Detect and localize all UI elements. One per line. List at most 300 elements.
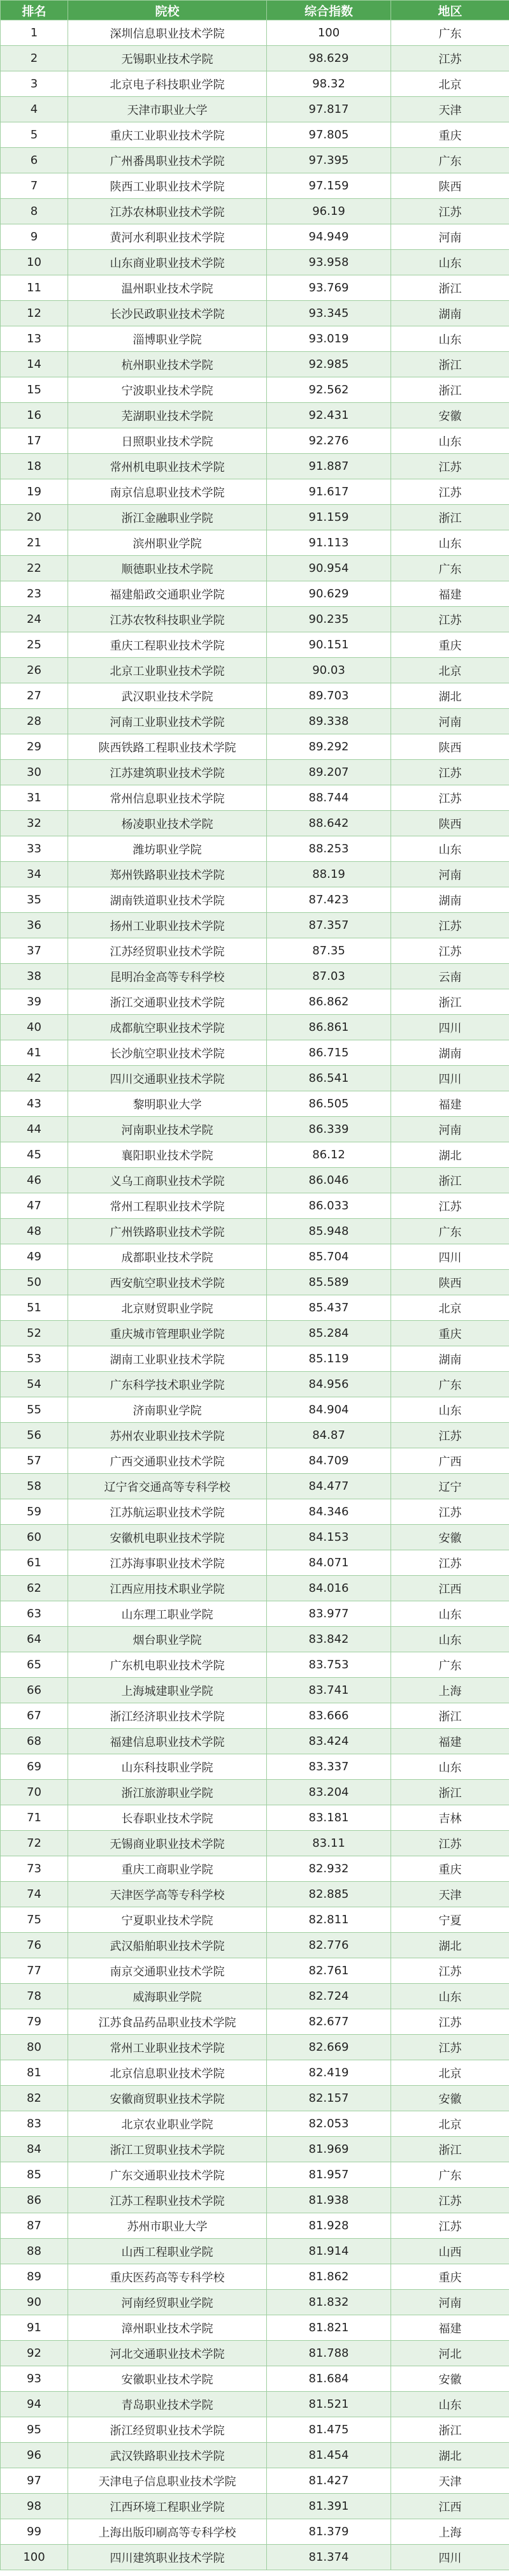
score-cell: 81.969 bbox=[267, 2137, 391, 2162]
table-row bbox=[1, 709, 509, 734]
score-cell: 87.423 bbox=[267, 887, 391, 913]
rank-cell: 70 bbox=[1, 1780, 68, 1805]
score-cell: 84.477 bbox=[267, 1474, 391, 1499]
rank-cell: 10 bbox=[1, 250, 68, 275]
rank-cell: 81 bbox=[1, 2060, 68, 2086]
score-cell: 91.113 bbox=[267, 530, 391, 556]
school-cell: 湖南铁道职业技术学院 bbox=[68, 887, 267, 913]
table-row bbox=[1, 2162, 509, 2188]
rank-cell: 2 bbox=[1, 46, 68, 71]
score-cell: 86.862 bbox=[267, 989, 391, 1015]
score-cell: 81.684 bbox=[267, 2366, 391, 2392]
school-cell: 四川建筑职业技术学院 bbox=[68, 2545, 267, 2570]
table-row bbox=[1, 301, 509, 326]
table-row bbox=[1, 403, 509, 428]
score-cell: 85.119 bbox=[267, 1346, 391, 1372]
school-cell: 广东机电职业技术学院 bbox=[68, 1652, 267, 1678]
region-cell: 天津 bbox=[391, 1882, 509, 1907]
region-cell: 陕西 bbox=[391, 173, 509, 199]
rank-cell: 76 bbox=[1, 1933, 68, 1958]
school-cell: 西安航空职业技术学院 bbox=[68, 1270, 267, 1295]
rank-cell: 16 bbox=[1, 403, 68, 428]
score-cell: 87.03 bbox=[267, 964, 391, 989]
region-cell: 江苏 bbox=[391, 1193, 509, 1219]
rank-cell: 79 bbox=[1, 2009, 68, 2035]
score-cell: 86.861 bbox=[267, 1015, 391, 1040]
school-cell: 上海出版印刷高等专科学校 bbox=[68, 2519, 267, 2545]
region-cell: 山东 bbox=[391, 836, 509, 862]
score-cell: 84.153 bbox=[267, 1525, 391, 1550]
rank-cell: 60 bbox=[1, 1525, 68, 1550]
score-cell: 90.03 bbox=[267, 658, 391, 683]
table-row bbox=[1, 1168, 509, 1193]
rank-cell: 72 bbox=[1, 1831, 68, 1856]
region-cell: 广东 bbox=[391, 20, 509, 46]
score-cell: 84.709 bbox=[267, 1448, 391, 1474]
rank-cell: 87 bbox=[1, 2213, 68, 2239]
score-cell: 82.677 bbox=[267, 2009, 391, 2035]
score-cell: 82.885 bbox=[267, 1882, 391, 1907]
rank-cell: 51 bbox=[1, 1295, 68, 1321]
table-row bbox=[1, 250, 509, 275]
school-cell: 长春职业技术学院 bbox=[68, 1805, 267, 1831]
region-cell: 浙江 bbox=[391, 1780, 509, 1805]
school-cell: 武汉船舶职业技术学院 bbox=[68, 1933, 267, 1958]
table-row bbox=[1, 734, 509, 760]
rank-cell: 25 bbox=[1, 632, 68, 658]
score-cell: 82.761 bbox=[267, 1958, 391, 1984]
score-cell: 98.32 bbox=[267, 71, 391, 97]
school-cell: 顺德职业技术学院 bbox=[68, 556, 267, 581]
region-cell: 四川 bbox=[391, 1244, 509, 1270]
school-cell: 南京交通职业技术学院 bbox=[68, 1958, 267, 1984]
school-cell: 温州职业技术学院 bbox=[68, 275, 267, 301]
region-cell: 江苏 bbox=[391, 760, 509, 785]
table-row bbox=[1, 1907, 509, 1933]
table-row bbox=[1, 505, 509, 530]
score-cell: 85.704 bbox=[267, 1244, 391, 1270]
school-cell: 陕西铁路工程职业技术学院 bbox=[68, 734, 267, 760]
school-cell: 芜湖职业技术学院 bbox=[68, 403, 267, 428]
score-cell: 90.629 bbox=[267, 581, 391, 607]
table-row bbox=[1, 1066, 509, 1091]
table-row bbox=[1, 556, 509, 581]
school-cell: 郑州铁路职业技术学院 bbox=[68, 862, 267, 887]
school-cell: 潍坊职业学院 bbox=[68, 836, 267, 862]
region-cell: 山东 bbox=[391, 326, 509, 352]
score-cell: 81.832 bbox=[267, 2290, 391, 2315]
school-cell: 福建信息职业技术学院 bbox=[68, 1729, 267, 1754]
region-cell: 江苏 bbox=[391, 785, 509, 811]
score-cell: 84.87 bbox=[267, 1423, 391, 1448]
region-cell: 浙江 bbox=[391, 2417, 509, 2443]
table-row bbox=[1, 1882, 509, 1907]
rank-cell: 47 bbox=[1, 1193, 68, 1219]
table-row bbox=[1, 2417, 509, 2443]
table-row bbox=[1, 938, 509, 964]
table-row bbox=[1, 1295, 509, 1321]
region-cell: 山东 bbox=[391, 530, 509, 556]
rank-cell: 71 bbox=[1, 1805, 68, 1831]
score-cell: 90.151 bbox=[267, 632, 391, 658]
rank-cell: 37 bbox=[1, 938, 68, 964]
rank-cell: 52 bbox=[1, 1321, 68, 1346]
region-cell: 北京 bbox=[391, 2060, 509, 2086]
school-cell: 江苏农林职业技术学院 bbox=[68, 199, 267, 224]
region-cell: 陕西 bbox=[391, 734, 509, 760]
table-row bbox=[1, 454, 509, 479]
region-cell: 河南 bbox=[391, 1117, 509, 1142]
school-cell: 浙江旅游职业学院 bbox=[68, 1780, 267, 1805]
rank-cell: 22 bbox=[1, 556, 68, 581]
region-cell: 河北 bbox=[391, 2341, 509, 2366]
region-cell: 重庆 bbox=[391, 1321, 509, 1346]
school-cell: 常州机电职业技术学院 bbox=[68, 454, 267, 479]
table-row bbox=[1, 913, 509, 938]
region-cell: 湖北 bbox=[391, 683, 509, 709]
school-cell: 河南职业技术学院 bbox=[68, 1117, 267, 1142]
rank-cell: 98 bbox=[1, 2494, 68, 2519]
region-cell: 广东 bbox=[391, 2162, 509, 2188]
region-cell: 湖北 bbox=[391, 1142, 509, 1168]
school-cell: 浙江工贸职业技术学院 bbox=[68, 2137, 267, 2162]
table-row bbox=[1, 1321, 509, 1346]
table-row bbox=[1, 964, 509, 989]
score-cell: 88.253 bbox=[267, 836, 391, 862]
table-row bbox=[1, 1091, 509, 1117]
score-cell: 86.046 bbox=[267, 1168, 391, 1193]
score-cell: 97.395 bbox=[267, 148, 391, 173]
table-row bbox=[1, 173, 509, 199]
score-cell: 85.284 bbox=[267, 1321, 391, 1346]
region-cell: 上海 bbox=[391, 1678, 509, 1703]
school-cell: 北京农业职业学院 bbox=[68, 2111, 267, 2137]
rank-cell: 86 bbox=[1, 2188, 68, 2213]
region-cell: 湖南 bbox=[391, 887, 509, 913]
rank-cell: 49 bbox=[1, 1244, 68, 1270]
school-cell: 义乌工商职业技术学院 bbox=[68, 1168, 267, 1193]
school-cell: 辽宁省交通高等专科学校 bbox=[68, 1474, 267, 1499]
score-cell: 91.159 bbox=[267, 505, 391, 530]
rank-cell: 12 bbox=[1, 301, 68, 326]
rank-cell: 39 bbox=[1, 989, 68, 1015]
region-cell: 陕西 bbox=[391, 1270, 509, 1295]
region-cell: 江西 bbox=[391, 2494, 509, 2519]
school-cell: 青岛职业技术学院 bbox=[68, 2392, 267, 2417]
table-row bbox=[1, 71, 509, 97]
school-cell: 南京信息职业技术学院 bbox=[68, 479, 267, 505]
region-cell: 江苏 bbox=[391, 938, 509, 964]
region-cell: 浙江 bbox=[391, 505, 509, 530]
school-cell: 苏州市职业大学 bbox=[68, 2213, 267, 2239]
school-cell: 江西环境工程职业学院 bbox=[68, 2494, 267, 2519]
region-cell: 辽宁 bbox=[391, 1474, 509, 1499]
table-row bbox=[1, 862, 509, 887]
rank-cell: 26 bbox=[1, 658, 68, 683]
school-cell: 浙江经贸职业技术学院 bbox=[68, 2417, 267, 2443]
score-cell: 82.669 bbox=[267, 2035, 391, 2060]
table-row bbox=[1, 1346, 509, 1372]
table-row bbox=[1, 632, 509, 658]
table-row bbox=[1, 199, 509, 224]
score-cell: 84.346 bbox=[267, 1499, 391, 1525]
region-cell: 江苏 bbox=[391, 2035, 509, 2060]
table-row bbox=[1, 1933, 509, 1958]
score-cell: 83.424 bbox=[267, 1729, 391, 1754]
score-cell: 84.956 bbox=[267, 1372, 391, 1397]
region-cell: 山东 bbox=[391, 428, 509, 454]
table-row bbox=[1, 1550, 509, 1576]
school-cell: 山东理工职业学院 bbox=[68, 1601, 267, 1627]
score-cell: 91.887 bbox=[267, 454, 391, 479]
header-rank: 排名 bbox=[1, 1, 68, 20]
region-cell: 湖北 bbox=[391, 1933, 509, 1958]
score-cell: 90.954 bbox=[267, 556, 391, 581]
school-cell: 河北交通职业技术学院 bbox=[68, 2341, 267, 2366]
school-cell: 杭州职业技术学院 bbox=[68, 352, 267, 377]
table-row bbox=[1, 760, 509, 785]
table-row bbox=[1, 785, 509, 811]
rank-cell: 91 bbox=[1, 2315, 68, 2341]
score-cell: 81.379 bbox=[267, 2519, 391, 2545]
region-cell: 江西 bbox=[391, 1576, 509, 1601]
rank-cell: 95 bbox=[1, 2417, 68, 2443]
region-cell: 江苏 bbox=[391, 1958, 509, 1984]
header-school: 院校 bbox=[68, 1, 267, 20]
table-row bbox=[1, 2366, 509, 2392]
school-cell: 武汉职业技术学院 bbox=[68, 683, 267, 709]
region-cell: 北京 bbox=[391, 1295, 509, 1321]
region-cell: 江苏 bbox=[391, 46, 509, 71]
rank-cell: 82 bbox=[1, 2086, 68, 2111]
score-cell: 82.776 bbox=[267, 1933, 391, 1958]
rank-cell: 38 bbox=[1, 964, 68, 989]
score-cell: 97.817 bbox=[267, 97, 391, 122]
score-cell: 82.932 bbox=[267, 1856, 391, 1882]
score-cell: 97.159 bbox=[267, 173, 391, 199]
school-cell: 重庆工程职业技术学院 bbox=[68, 632, 267, 658]
rank-cell: 57 bbox=[1, 1448, 68, 1474]
rank-cell: 36 bbox=[1, 913, 68, 938]
region-cell: 广东 bbox=[391, 148, 509, 173]
score-cell: 83.204 bbox=[267, 1780, 391, 1805]
school-cell: 扬州工业职业技术学院 bbox=[68, 913, 267, 938]
rank-cell: 40 bbox=[1, 1015, 68, 1040]
rank-cell: 78 bbox=[1, 1984, 68, 2009]
school-cell: 安徽商贸职业技术学院 bbox=[68, 2086, 267, 2111]
table-row bbox=[1, 2494, 509, 2519]
region-cell: 重庆 bbox=[391, 632, 509, 658]
score-cell: 92.985 bbox=[267, 352, 391, 377]
table-row bbox=[1, 2035, 509, 2060]
table-row bbox=[1, 1219, 509, 1244]
school-cell: 广西交通职业技术学院 bbox=[68, 1448, 267, 1474]
rank-cell: 21 bbox=[1, 530, 68, 556]
region-cell: 福建 bbox=[391, 2315, 509, 2341]
table-row bbox=[1, 2264, 509, 2290]
region-cell: 江苏 bbox=[391, 2188, 509, 2213]
region-cell: 河南 bbox=[391, 2290, 509, 2315]
table-row bbox=[1, 836, 509, 862]
score-cell: 85.589 bbox=[267, 1270, 391, 1295]
rank-cell: 46 bbox=[1, 1168, 68, 1193]
region-cell: 宁夏 bbox=[391, 1907, 509, 1933]
school-cell: 宁波职业技术学院 bbox=[68, 377, 267, 403]
score-cell: 85.948 bbox=[267, 1219, 391, 1244]
score-cell: 89.207 bbox=[267, 760, 391, 785]
school-cell: 昆明冶金高等专科学校 bbox=[68, 964, 267, 989]
school-cell: 重庆工商职业学院 bbox=[68, 1856, 267, 1882]
school-cell: 河南经贸职业学院 bbox=[68, 2290, 267, 2315]
region-cell: 天津 bbox=[391, 2468, 509, 2494]
score-cell: 91.617 bbox=[267, 479, 391, 505]
region-cell: 重庆 bbox=[391, 1856, 509, 1882]
table-row bbox=[1, 2443, 509, 2468]
score-cell: 86.339 bbox=[267, 1117, 391, 1142]
school-cell: 河南工业职业技术学院 bbox=[68, 709, 267, 734]
region-cell: 重庆 bbox=[391, 2264, 509, 2290]
table-row bbox=[1, 1805, 509, 1831]
score-cell: 81.475 bbox=[267, 2417, 391, 2443]
rank-cell: 69 bbox=[1, 1754, 68, 1780]
school-cell: 北京工业职业技术学院 bbox=[68, 658, 267, 683]
table-row bbox=[1, 1423, 509, 1448]
rank-cell: 55 bbox=[1, 1397, 68, 1423]
table-row bbox=[1, 2545, 509, 2570]
rank-cell: 80 bbox=[1, 2035, 68, 2060]
score-cell: 81.938 bbox=[267, 2188, 391, 2213]
table-row bbox=[1, 1754, 509, 1780]
table-row bbox=[1, 1729, 509, 1754]
region-cell: 山东 bbox=[391, 1984, 509, 2009]
region-cell: 河南 bbox=[391, 709, 509, 734]
score-cell: 81.391 bbox=[267, 2494, 391, 2519]
rank-cell: 83 bbox=[1, 2111, 68, 2137]
region-cell: 浙江 bbox=[391, 1703, 509, 1729]
score-cell: 88.19 bbox=[267, 862, 391, 887]
school-cell: 山西工程职业学院 bbox=[68, 2239, 267, 2264]
region-cell: 江苏 bbox=[391, 1499, 509, 1525]
score-cell: 89.292 bbox=[267, 734, 391, 760]
score-cell: 90.235 bbox=[267, 607, 391, 632]
school-cell: 长沙民政职业技术学院 bbox=[68, 301, 267, 326]
region-cell: 四川 bbox=[391, 1015, 509, 1040]
region-cell: 江苏 bbox=[391, 913, 509, 938]
table-row bbox=[1, 1958, 509, 1984]
header-row bbox=[1, 1, 509, 20]
score-cell: 86.541 bbox=[267, 1066, 391, 1091]
table-row bbox=[1, 2086, 509, 2111]
table-row bbox=[1, 1652, 509, 1678]
rank-cell: 73 bbox=[1, 1856, 68, 1882]
rank-cell: 58 bbox=[1, 1474, 68, 1499]
school-cell: 滨州职业学院 bbox=[68, 530, 267, 556]
rank-cell: 23 bbox=[1, 581, 68, 607]
score-cell: 81.914 bbox=[267, 2239, 391, 2264]
table-row bbox=[1, 1372, 509, 1397]
school-cell: 天津市职业大学 bbox=[68, 97, 267, 122]
region-cell: 安徽 bbox=[391, 403, 509, 428]
school-cell: 四川交通职业技术学院 bbox=[68, 1066, 267, 1091]
school-cell: 江苏建筑职业技术学院 bbox=[68, 760, 267, 785]
rank-cell: 92 bbox=[1, 2341, 68, 2366]
school-cell: 威海职业学院 bbox=[68, 1984, 267, 2009]
score-cell: 81.862 bbox=[267, 2264, 391, 2290]
table-row bbox=[1, 1627, 509, 1652]
region-cell: 安徽 bbox=[391, 1525, 509, 1550]
table-row bbox=[1, 20, 509, 46]
table-row bbox=[1, 607, 509, 632]
score-cell: 88.744 bbox=[267, 785, 391, 811]
region-cell: 北京 bbox=[391, 2111, 509, 2137]
table-row bbox=[1, 479, 509, 505]
school-cell: 安徽职业技术学院 bbox=[68, 2366, 267, 2392]
region-cell: 福建 bbox=[391, 1729, 509, 1754]
table-row bbox=[1, 1576, 509, 1601]
region-cell: 江苏 bbox=[391, 2213, 509, 2239]
rank-cell: 75 bbox=[1, 1907, 68, 1933]
table-row bbox=[1, 352, 509, 377]
table-row bbox=[1, 326, 509, 352]
region-cell: 安徽 bbox=[391, 2086, 509, 2111]
score-cell: 82.419 bbox=[267, 2060, 391, 2086]
region-cell: 山东 bbox=[391, 2392, 509, 2417]
table-row bbox=[1, 428, 509, 454]
school-cell: 上海城建职业学院 bbox=[68, 1678, 267, 1703]
rank-cell: 97 bbox=[1, 2468, 68, 2494]
table-row bbox=[1, 1015, 509, 1040]
rank-cell: 41 bbox=[1, 1040, 68, 1066]
school-cell: 苏州农业职业技术学院 bbox=[68, 1423, 267, 1448]
school-cell: 成都职业技术学院 bbox=[68, 1244, 267, 1270]
rank-cell: 44 bbox=[1, 1117, 68, 1142]
table-row bbox=[1, 2188, 509, 2213]
rank-cell: 35 bbox=[1, 887, 68, 913]
table-row bbox=[1, 1831, 509, 1856]
region-cell: 福建 bbox=[391, 1091, 509, 1117]
table-row bbox=[1, 275, 509, 301]
school-cell: 江苏农牧科技职业学院 bbox=[68, 607, 267, 632]
rank-cell: 53 bbox=[1, 1346, 68, 1372]
rank-cell: 99 bbox=[1, 2519, 68, 2545]
region-cell: 山东 bbox=[391, 1754, 509, 1780]
rank-cell: 64 bbox=[1, 1627, 68, 1652]
score-cell: 93.345 bbox=[267, 301, 391, 326]
table-header bbox=[1, 1, 509, 20]
school-cell: 北京信息职业技术学院 bbox=[68, 2060, 267, 2086]
rank-cell: 94 bbox=[1, 2392, 68, 2417]
table-row bbox=[1, 2290, 509, 2315]
rank-cell: 48 bbox=[1, 1219, 68, 1244]
region-cell: 江苏 bbox=[391, 199, 509, 224]
school-cell: 无锡职业技术学院 bbox=[68, 46, 267, 71]
score-cell: 83.666 bbox=[267, 1703, 391, 1729]
table-row bbox=[1, 2392, 509, 2417]
rank-cell: 20 bbox=[1, 505, 68, 530]
score-cell: 82.053 bbox=[267, 2111, 391, 2137]
rank-cell: 24 bbox=[1, 607, 68, 632]
table-row bbox=[1, 2137, 509, 2162]
rank-cell: 6 bbox=[1, 148, 68, 173]
score-cell: 84.071 bbox=[267, 1550, 391, 1576]
score-cell: 89.338 bbox=[267, 709, 391, 734]
school-cell: 江苏航运职业技术学院 bbox=[68, 1499, 267, 1525]
region-cell: 浙江 bbox=[391, 1168, 509, 1193]
school-cell: 江苏工程职业技术学院 bbox=[68, 2188, 267, 2213]
rank-cell: 17 bbox=[1, 428, 68, 454]
school-cell: 天津医学高等专科学校 bbox=[68, 1882, 267, 1907]
region-cell: 山东 bbox=[391, 250, 509, 275]
